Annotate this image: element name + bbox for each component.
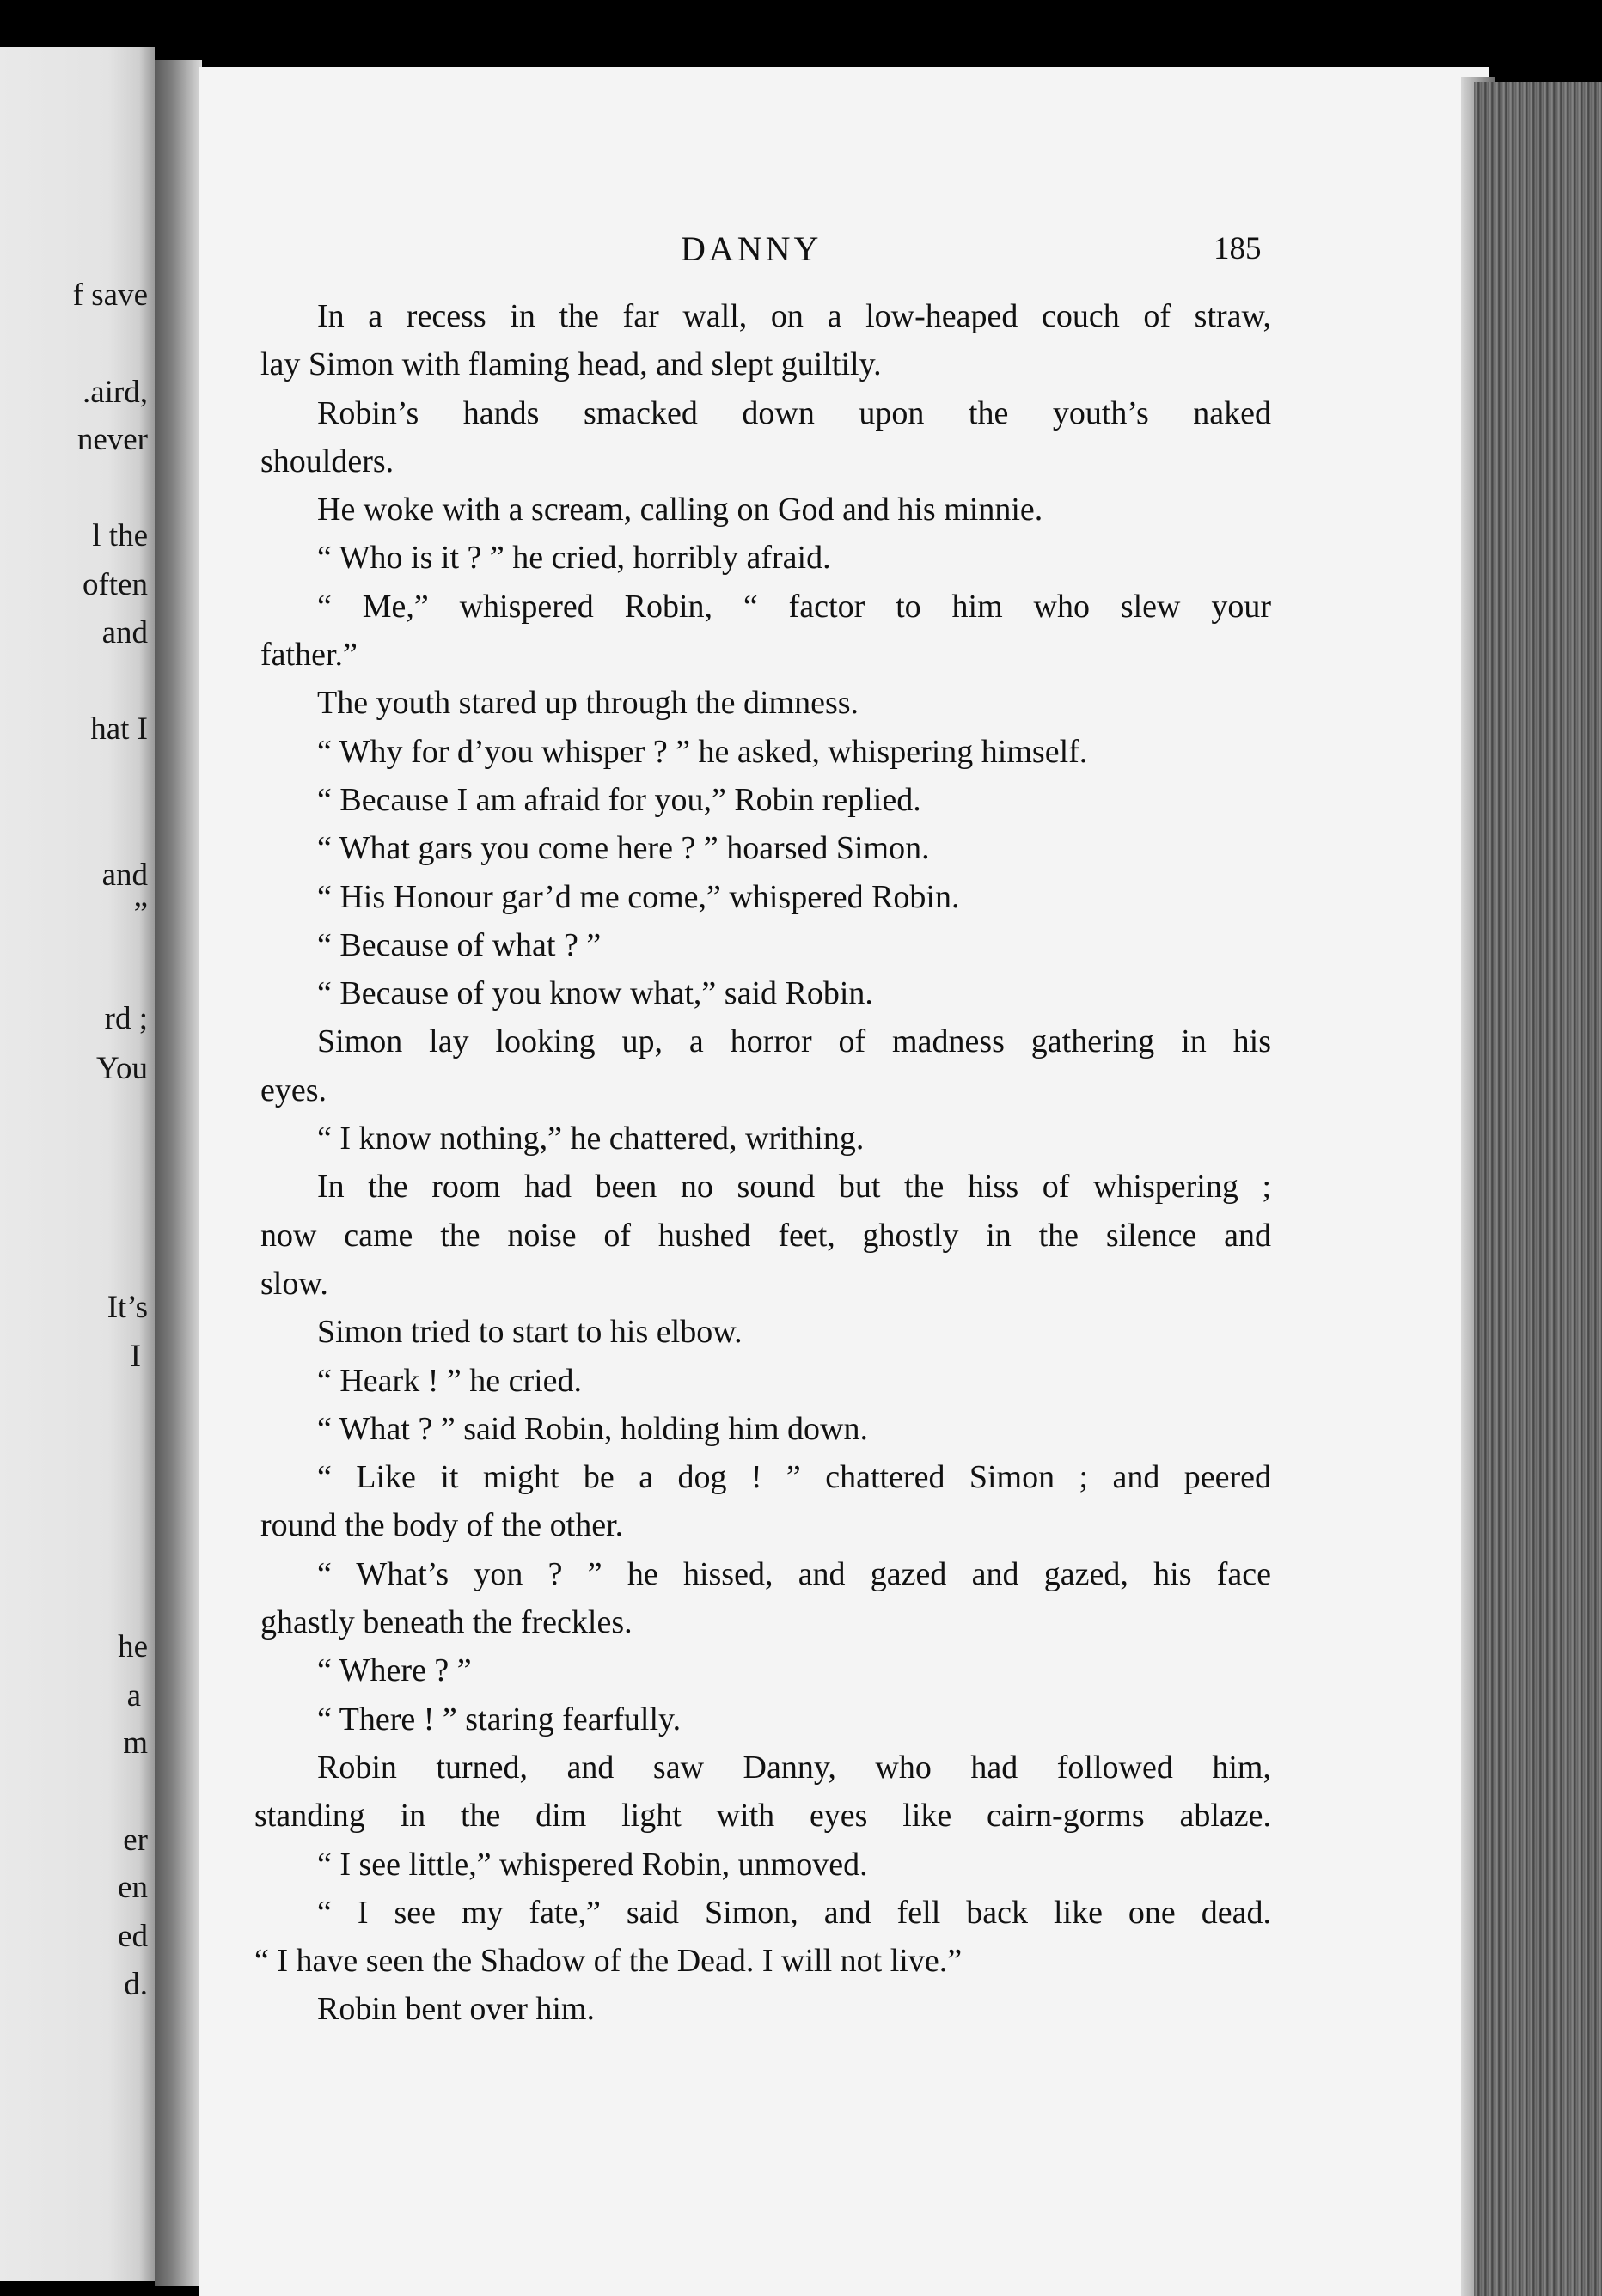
text-line: “ I know nothing,” he chattered, writhing. [317,1121,865,1157]
left-page-fragment: You [95,1051,148,1086]
text-line: In a recess in the far wall, on a low-heaped couch of straw, [317,298,1271,334]
text-line: ghastly beneath the freckles. [260,1604,633,1641]
text-line: now came the noise of hushed feet, ghostly in the silence and [260,1217,1271,1254]
text-line: “ I see my fate,” said Simon, and fell back like one dead. [317,1894,1271,1931]
text-line: father.” [260,637,358,674]
text-line: “ His Honour gar’d me come,” whispered Robin. [317,878,960,915]
body-text [254,292,1271,2034]
text-line: Robin bent over him. [317,1991,595,2028]
text-line: Simon lay looking up, a horror of madness gathering in his [317,1023,1271,1060]
text-line: “ Me,” whispered Robin, “ factor to him who slew your [317,588,1271,625]
text-line: Simon tried to start to his elbow. [317,1314,743,1351]
left-page-fragment: en [118,1870,148,1905]
text-line: “ What gars you come here ? ” hoarsed Simon. [317,830,930,867]
text-line: He woke with a scream, calling on God and his minnie. [317,492,1043,528]
text-line: slow. [260,1265,328,1302]
left-page-fragment: d. [124,1967,148,2002]
left-page [0,47,155,2281]
text-line: lay Simon with flaming head, and slept guiltily. [260,346,882,383]
text-line: Robin turned, and saw Danny, who had followed him, [317,1749,1271,1786]
left-page-fragment: hat I [90,711,148,747]
text-line: “ Because of what ? ” [317,926,602,963]
left-page-fragment: ” [133,896,148,931]
left-page-fragment: rd ; [104,1001,148,1036]
text-line: “ Why for d’you whisper ? ” he asked, whispering himself. [317,733,1088,770]
book-gutter [155,60,202,2286]
left-page-fragment: a [126,1678,141,1713]
left-page-fragment: m [123,1725,148,1761]
left-page-fragment: ed [118,1919,148,1954]
text-line: “ Heark ! ” he cried. [317,1362,583,1399]
text-line: In the room had been no sound but the hiss of whispering ; [317,1169,1271,1206]
left-page-fragment: often [82,567,148,602]
text-line: “ Because of you know what,” said Robin. [317,975,873,1012]
left-page-fragment: er [123,1823,148,1858]
text-line: “ I see little,” whispered Robin, unmoved. [317,1846,868,1883]
text-line: “ What’s yon ? ” he hissed, and gazed and gazed, his face [317,1555,1271,1592]
text-line: eyes. [260,1072,327,1108]
text-line: “ What ? ” said Robin, holding him down. [317,1410,868,1447]
left-page-fragment: l the [92,518,148,553]
text-line: “ Who is it ? ” he cried, horribly afraid. [317,540,831,577]
left-page-fragment: never [76,422,148,457]
running-head: DANNY [681,229,822,268]
left-page-fragment: f save [72,278,148,313]
text-line: “ Like it might be a dog ! ” chattered Simon ; and peered [317,1459,1271,1496]
text-line: The youth stared up through the dimness. [317,685,859,722]
text-line: “ Because I am afraid for you,” Robin replied. [317,781,921,818]
text-line: “ Where ? ” [317,1652,472,1689]
left-page-fragment: .aird, [82,375,148,410]
left-page-fragment: and [101,615,148,650]
text-line: shoulders. [260,443,394,479]
left-page-fragment: I [130,1339,141,1374]
left-page-fragment: It’s [107,1290,148,1325]
left-page-fragment: he [118,1629,148,1664]
text-line: Robin’s hands smacked down upon the youth’s naked [317,394,1271,431]
page-fore-edge [1474,82,1602,2296]
text-line: “ There ! ” staring fearfully. [317,1701,682,1737]
page-number: 185 [1214,231,1262,266]
left-page-fragment: and [101,858,148,893]
text-line: standing in the dim light with eyes like cairn-gorms ablaze. [254,1798,1271,1835]
text-line: round the body of the other. [260,1507,624,1544]
text-line: “ I have seen the Shadow of the Dead. I will not live.” [254,1943,963,1980]
